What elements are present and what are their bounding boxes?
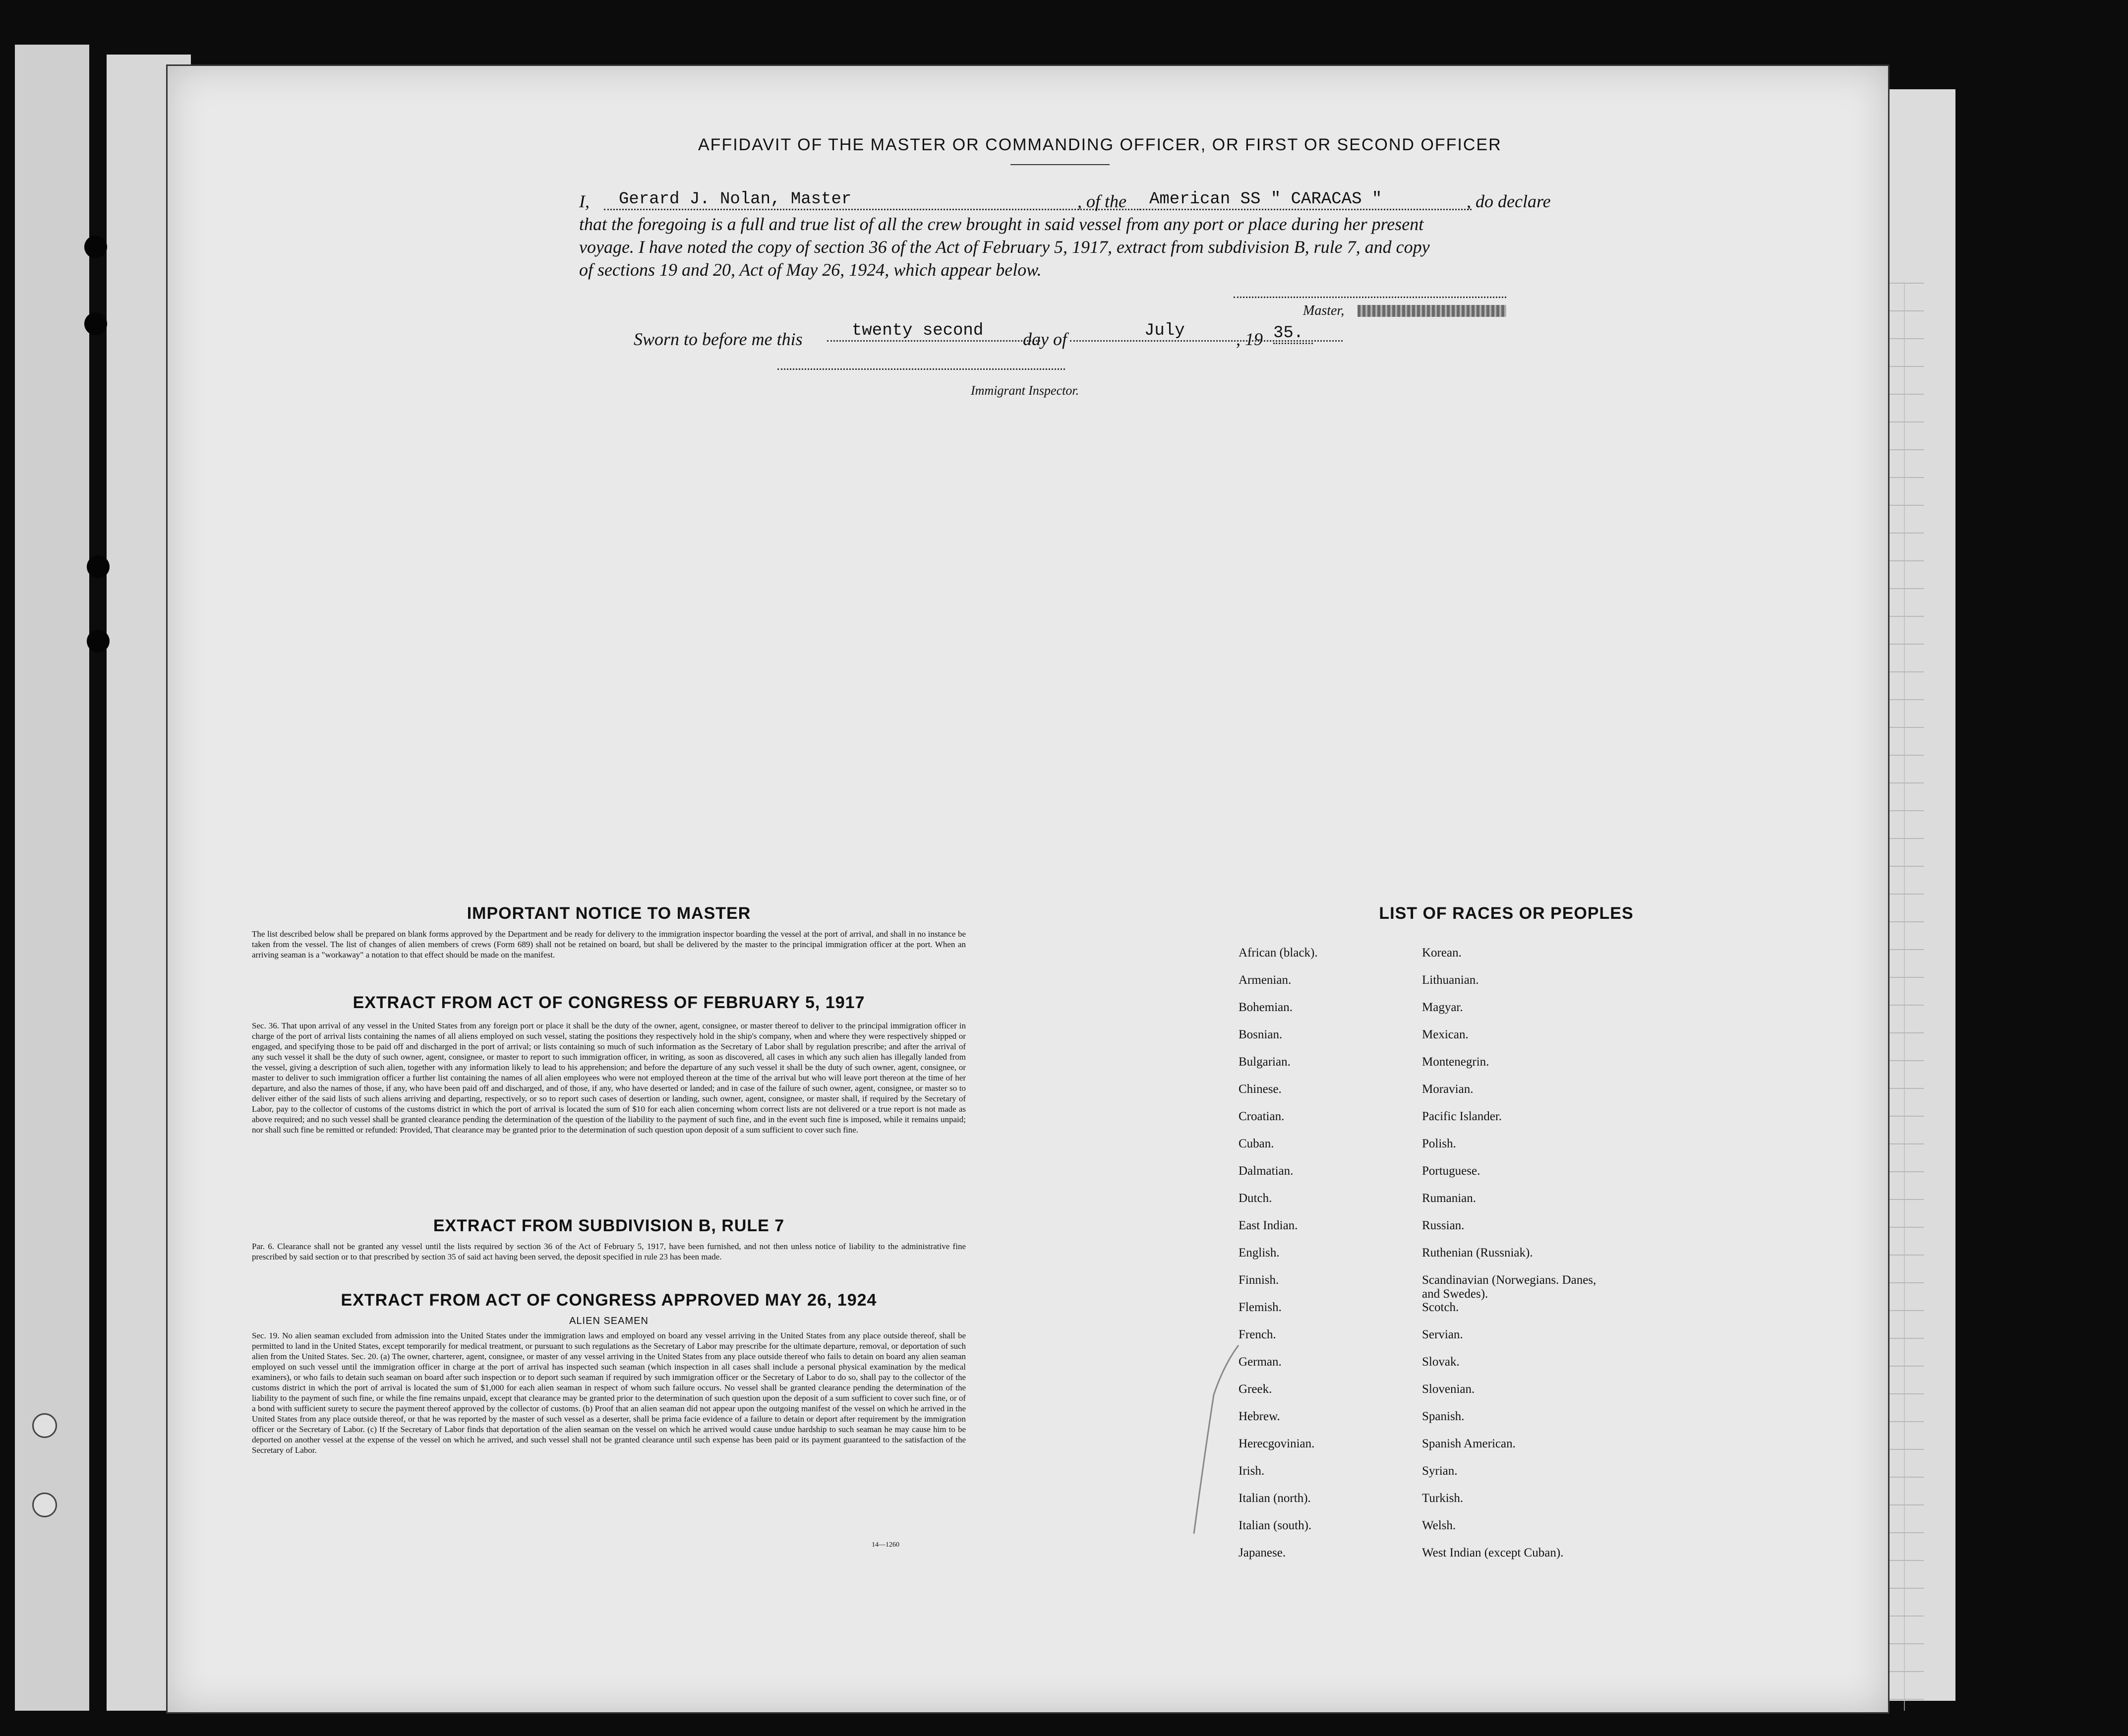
race-item: Herecgovinian. — [1239, 1437, 1315, 1450]
race-item: Moravian. — [1422, 1082, 1474, 1096]
race-item: Greek. — [1239, 1382, 1272, 1396]
master-label: Master, — [1303, 303, 1345, 318]
notice-title: IMPORTANT NOTICE TO MASTER — [467, 904, 751, 923]
race-item: Lithuanian. — [1422, 973, 1479, 987]
inspector-rule — [777, 368, 1065, 370]
binder-hole — [87, 555, 110, 578]
race-item: Welsh. — [1422, 1519, 1456, 1532]
sworn-label: Sworn to before me this — [634, 329, 803, 349]
race-item: Dalmatian. — [1239, 1164, 1294, 1178]
struck-out-title — [1358, 305, 1506, 317]
vessel-field[interactable]: American SS " CARACAS " — [1139, 190, 1472, 210]
pencil-mark — [1184, 1335, 1253, 1544]
race-item: Cuban. — [1239, 1137, 1274, 1150]
race-item: Armenian. — [1239, 973, 1292, 987]
race-item: Bohemian. — [1239, 1001, 1293, 1014]
sworn-day-field[interactable]: twenty second — [827, 321, 1040, 342]
subdivision-b-text: Par. 6. Clearance shall not be granted any vessel until the lists required by section 36 of the Act of February 5, 1917, have been furnished, and not then unless notice of liability to the administrative fine prescribed by said section or to that prescribed by section 35 of said act having been served, the deposit specified in rule 23 has been made. — [252, 1242, 966, 1261]
race-item: Slovenian. — [1422, 1382, 1475, 1396]
race-item: Pacific Islander. — [1422, 1110, 1502, 1123]
race-item: Irish. — [1239, 1464, 1265, 1478]
race-item: Servian. — [1422, 1328, 1463, 1341]
year-prefix-label: , 19 — [1236, 329, 1263, 349]
extract-1924-subtitle: ALIEN SEAMEN — [569, 1316, 649, 1326]
race-item: Portuguese. — [1422, 1164, 1480, 1178]
race-item: Ruthenian (Russniak). — [1422, 1246, 1533, 1259]
i-label: I, — [579, 191, 590, 211]
race-item: Croatian. — [1239, 1110, 1285, 1123]
race-item: Flemish. — [1239, 1301, 1282, 1314]
day-of-label: day of — [1023, 329, 1067, 349]
form-number: 14—1260 — [872, 1541, 899, 1549]
extract-1924-text: Sec. 19. No alien seaman excluded from admission into the United States under the immigration laws and employed on board any vessel arriving in the United States from any place outside thereof, shall be permitted to land in the United States, except temporarily for medical treatment, or pursuant to such regulations as the Secretary of Labor may prescribe for the ultimate departure, removal, or deportation of such alien from the United States. Sec. 20. (a) The owner, charterer, agent, consignee, or master of any vessel arriving in the United States from any place outside thereof who fails to detain on board any alien seaman employed on such vessel until the immigration officer in charge at the port of arrival has inspected such seaman (which inspection in all cases shall include a personal physical examination by the medical examiners), or who fails to detain such seaman on board after such inspection or to deport such seaman if required by such immigration officer or the Secretary of Labor to do so, shall pay to the collector of the customs district in which the port of arrival is located the sum of $1,000 for each alien seaman in respect of whom such failure occurs. No vessel shall be granted clearance pending the determination of the liability to the payment of such fine, or while the fine remains unpaid, except that clearance may be granted prior to the determination of such question upon the deposit of a sum sufficient to cover such fine, or of a bond with sufficient surety to secure the payment thereof approved by the collector of customs. (b) Proof that an alien seaman did not appear upon the outgoing manifest of the vessel on which he arrived in the United States from any place outside thereof, or that he was reported by the master of such vessel as a deserter, shall be prima facie evidence of a failure to detain or deport after requirement by the immigration officer or the Secretary of Labor. (c) If the Secretary of Labor finds that deportation of the alien seaman on the vessel on which he arrived would cause undue hardship to such seaman he may cause him to be deported on another vessel at the expense of the vessel on which he arrived, and such vessel shall not be granted clearance until such expense has been paid or its payment guaranteed to the satisfaction of the Secretary of Labor. — [252, 1331, 966, 1455]
of-the-label: , of the — [1077, 191, 1126, 211]
race-item: Bulgarian. — [1239, 1055, 1291, 1069]
inspector-label: Immigrant Inspector. — [971, 383, 1079, 398]
races-title: LIST OF RACES OR PEOPLES — [1379, 904, 1634, 923]
race-item: Japanese. — [1239, 1546, 1286, 1559]
race-item: West Indian (except Cuban). — [1422, 1546, 1564, 1559]
binder-hole — [84, 236, 107, 258]
race-item: Korean. — [1422, 946, 1462, 959]
race-item: Polish. — [1422, 1137, 1456, 1150]
binder-ring — [32, 1493, 57, 1517]
extract-1917-text: Sec. 36. That upon arrival of any vessel in the United States from any foreign port or place it shall be the duty of the owner, agent, consignee, or master thereof to deliver to the principal immigration officer in charge of the port of arrival lists containing the names of all aliens employed on such vessel, stating the positions they respectively hold in the ship's company, when and where they were respectively shipped or engaged, and specifying those to be paid off and discharged in the port of arrival; or lists containing so much of such information as the Secretary of Labor shall by regulation prescribe; and after the arrival of any such vessel it shall be the duty of such owner, agent, consignee, or master to report to such immigration officer, in writing, as soon as discovered, all cases in which any such alien has illegally landed from the vessel, giving a description of such alien, together with any information likely to lead to his apprehension; and before the departure of any such vessel it shall be the duty of such owner, agent, consignee, or master to deliver to such immigration officer a further list containing the names of all alien employees who were not employed thereon at the time of the arrival but who will leave port thereon at the time of her departure, and also the names of those, if any, who have been paid off and discharged, and of those, if any, who have deserted or landed; and in case of the failure of such owner, agent, consignee, or master so to deliver either of the said lists of such aliens arriving and departing, respectively, or so to report such cases of desertion or landing, such owner, agent, consignee, or master shall, if required by the Secretary of Labor, pay to the collector of customs of the customs district in which the port of arrival is located the sum of $10 for each alien concerning whom correct lists are not delivered or a true report is not made as above required; and no such vessel shall be granted clearance pending the determination of the question of the liability to the payment of such fine, and in the event such fine is imposed, while it remains unpaid; nor shall such fine be remitted or refunded: Provided, That clearance may be granted prior to the determination of such question upon deposit of a sum sufficient to cover such fine. — [252, 1021, 966, 1135]
binder-hole — [84, 312, 107, 335]
race-item: English. — [1239, 1246, 1280, 1259]
race-item: East Indian. — [1239, 1219, 1298, 1232]
title-rule — [1010, 164, 1110, 165]
race-item: Russian. — [1422, 1219, 1465, 1232]
race-item: Rumanian. — [1422, 1192, 1477, 1205]
race-item: Spanish. — [1422, 1410, 1465, 1423]
left-edge-strip — [15, 45, 89, 1711]
binder-hole — [87, 630, 110, 653]
race-item: Bosnian. — [1239, 1028, 1283, 1041]
extract-1924-title: EXTRACT FROM ACT OF CONGRESS APPROVED MAY 26, 1924 — [341, 1291, 877, 1310]
race-item: Dutch. — [1239, 1192, 1272, 1205]
sworn-month-field[interactable]: July — [1070, 321, 1343, 342]
affidavit-line-2: that the foregoing is a full and true list of all the crew brought in said vessel from any port or place during her present — [579, 214, 1424, 234]
affidavit-page — [166, 64, 1890, 1714]
subdivision-b-title: EXTRACT FROM SUBDIVISION B, RULE 7 — [433, 1216, 785, 1235]
race-item: Slovak. — [1422, 1355, 1460, 1369]
race-item: Syrian. — [1422, 1464, 1458, 1478]
race-item: Chinese. — [1239, 1082, 1282, 1096]
affidavit-title: AFFIDAVIT OF THE MASTER OR COMMANDING OFFICER, OR FIRST OR SECOND OFFICER — [698, 135, 1502, 154]
signature-rule — [1234, 297, 1506, 298]
race-item: Turkish. — [1422, 1492, 1464, 1505]
extract-1917-title: EXTRACT FROM ACT OF CONGRESS OF FEBRUARY 5, 1917 — [353, 993, 865, 1012]
race-item: Scandinavian (Norwegians. Danes, and Swedes). — [1422, 1273, 1596, 1301]
do-declare-label: , do declare — [1467, 191, 1551, 211]
race-item: Italian (north). — [1239, 1492, 1311, 1505]
affidavit-line-3: voyage. I have noted the copy of section 36 of the Act of February 5, 1917, extract from subdivision B, rule 7, and copy — [579, 237, 1430, 257]
affidavit-line-4: of sections 19 and 20, Act of May 26, 1924, which appear below. — [579, 260, 1042, 280]
race-item: Magyar. — [1422, 1001, 1463, 1014]
master-name-field[interactable]: Gerard J. Nolan, Master — [604, 190, 1234, 210]
race-item: Mexican. — [1422, 1028, 1469, 1041]
race-item: African (black). — [1239, 946, 1318, 959]
race-item: Italian (south). — [1239, 1519, 1312, 1532]
race-item: German. — [1239, 1355, 1282, 1369]
race-item: Scotch. — [1422, 1301, 1459, 1314]
race-item: Montenegrin. — [1422, 1055, 1489, 1069]
race-item: Finnish. — [1239, 1273, 1279, 1287]
race-item: Spanish American. — [1422, 1437, 1516, 1450]
binder-ring — [32, 1413, 57, 1438]
notice-text: The list described below shall be prepared on blank forms approved by the Department and be ready for delivery to the immigration inspector boarding the vessel at the port of arrival, and shall in no instance be taken from the vessel. The list of changes of alien members of crews (Form 689) shall not be retained on board, but shall be delivered by the master to the principal immigration officer at the port. When an arriving seaman is a "workaway" a notation to that effect should be made on the manifest. — [252, 929, 966, 959]
race-item: Hebrew. — [1239, 1410, 1280, 1423]
race-item: French. — [1239, 1328, 1276, 1341]
year-field[interactable]: 35. — [1273, 324, 1313, 344]
